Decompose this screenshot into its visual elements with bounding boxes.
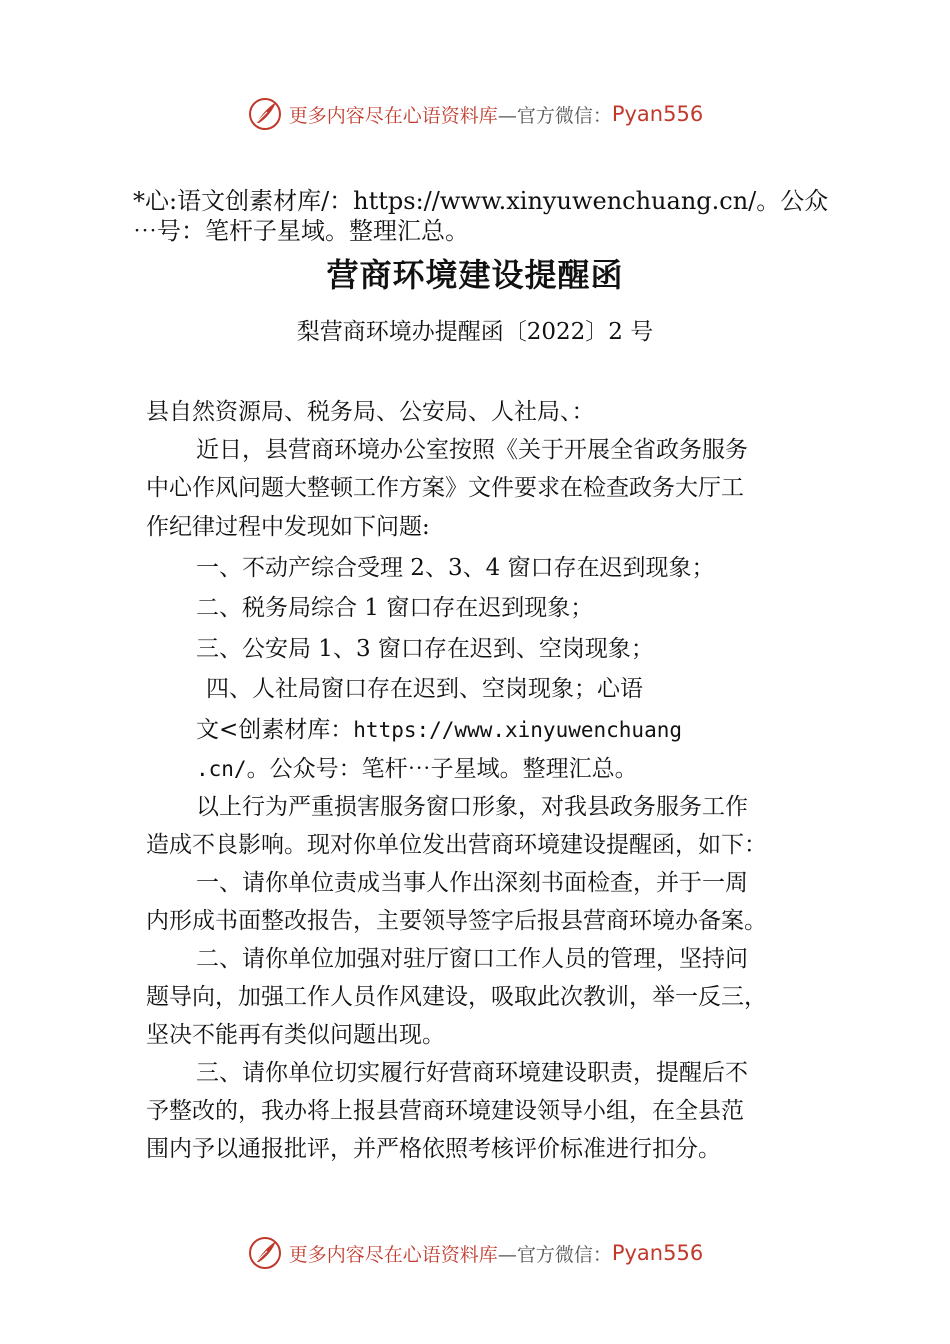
issue-item: 一、不动产综合受理 2、3、4 窗口存在迟到现象； [196,554,715,581]
requirement-line: 内形成书面整改报告，主要领导签字后报县营商环境办备案。 [146,908,767,934]
document-title: 营商环境建设提醒函 [326,256,624,294]
banner-wechat-label: —官方微信： [497,104,612,127]
quill-logo-icon [247,1235,283,1271]
issue-item: 二、税务局综合 1 窗口存在迟到现象； [196,595,594,621]
inline-watermark-text: 。公众号：笔杆⋯子星域。整理汇总。 [246,756,638,782]
header-note [133,186,843,246]
document-number: 梨营商环境办提醒函〔2022〕2 号 [296,319,654,345]
banner-wechat-id: Pyan556 [611,102,704,126]
requirement-line: 题导向，加强工作人员作风建设，吸取此次教训，举一反三， [146,984,767,1010]
issue-item: 三、公安局 1、3 窗口存在迟到、空岗现象； [196,635,654,662]
addressee: 县自然资源局、税务局、公安局、人社局、： [146,399,595,425]
header-note-line: ⋯号：笔杆子星域。整理汇总。 [133,217,469,245]
top-banner [0,94,950,134]
requirement-line: 围内予以通报批评，并严格依照考核评价标准进行扣分。 [146,1136,721,1162]
requirement-line: 予整改的，我办将上报县营商环境建设领导小组，在全县范 [146,1098,744,1124]
paragraph-line: 以上行为严重损害服务窗口形象，对我县政务服务工作 [196,794,748,820]
inline-watermark-line [146,710,826,751]
paragraph-line: 中心作风问题大整顿工作方案》文件要求在检查政务大厅工 [146,475,744,501]
requirement-line: 三、请你单位切实履行好营商环境建设职责，提醒后不 [196,1060,748,1086]
banner-wechat-id: Pyan556 [611,1241,704,1265]
paragraph-line: 近日，县营商环境办公室按照《关于开展全省政务服务 [196,437,748,463]
header-note-line: *心:语文创素材库/：https://www.xinyuwenchuang.cn/。公众 [133,187,829,215]
inline-watermark-text: 文<创素材库： [196,716,354,743]
inline-watermark-url: https://www.xinyuwenchuang [353,717,683,742]
issue-item: 四、人社局窗口存在迟到、空岗现象；心语 [206,676,643,702]
banner-text: 更多内容尽在心语资料库 [288,1243,498,1266]
banner-wechat-label: —官方微信： [497,1243,612,1266]
bottom-banner [0,1233,950,1273]
quill-logo-icon [247,96,283,132]
inline-watermark-line [146,750,826,788]
paragraph-line: 造成不良影响。现对你单位发出营商环境建设提醒函，如下： [146,832,767,858]
paragraph-line: 作纪律过程中发现如下问题: [146,514,430,540]
banner-text: 更多内容尽在心语资料库 [288,104,498,127]
requirement-line: 一、请你单位责成当事人作出深刻书面检查，并于一周 [196,870,748,896]
inline-watermark-url: .cn/ [196,757,247,781]
requirement-line: 坚决不能再有类似问题出现。 [146,1022,445,1048]
document-body [146,393,826,1168]
requirement-line: 二、请你单位加强对驻厅窗口工作人员的管理，坚持问 [196,946,748,972]
